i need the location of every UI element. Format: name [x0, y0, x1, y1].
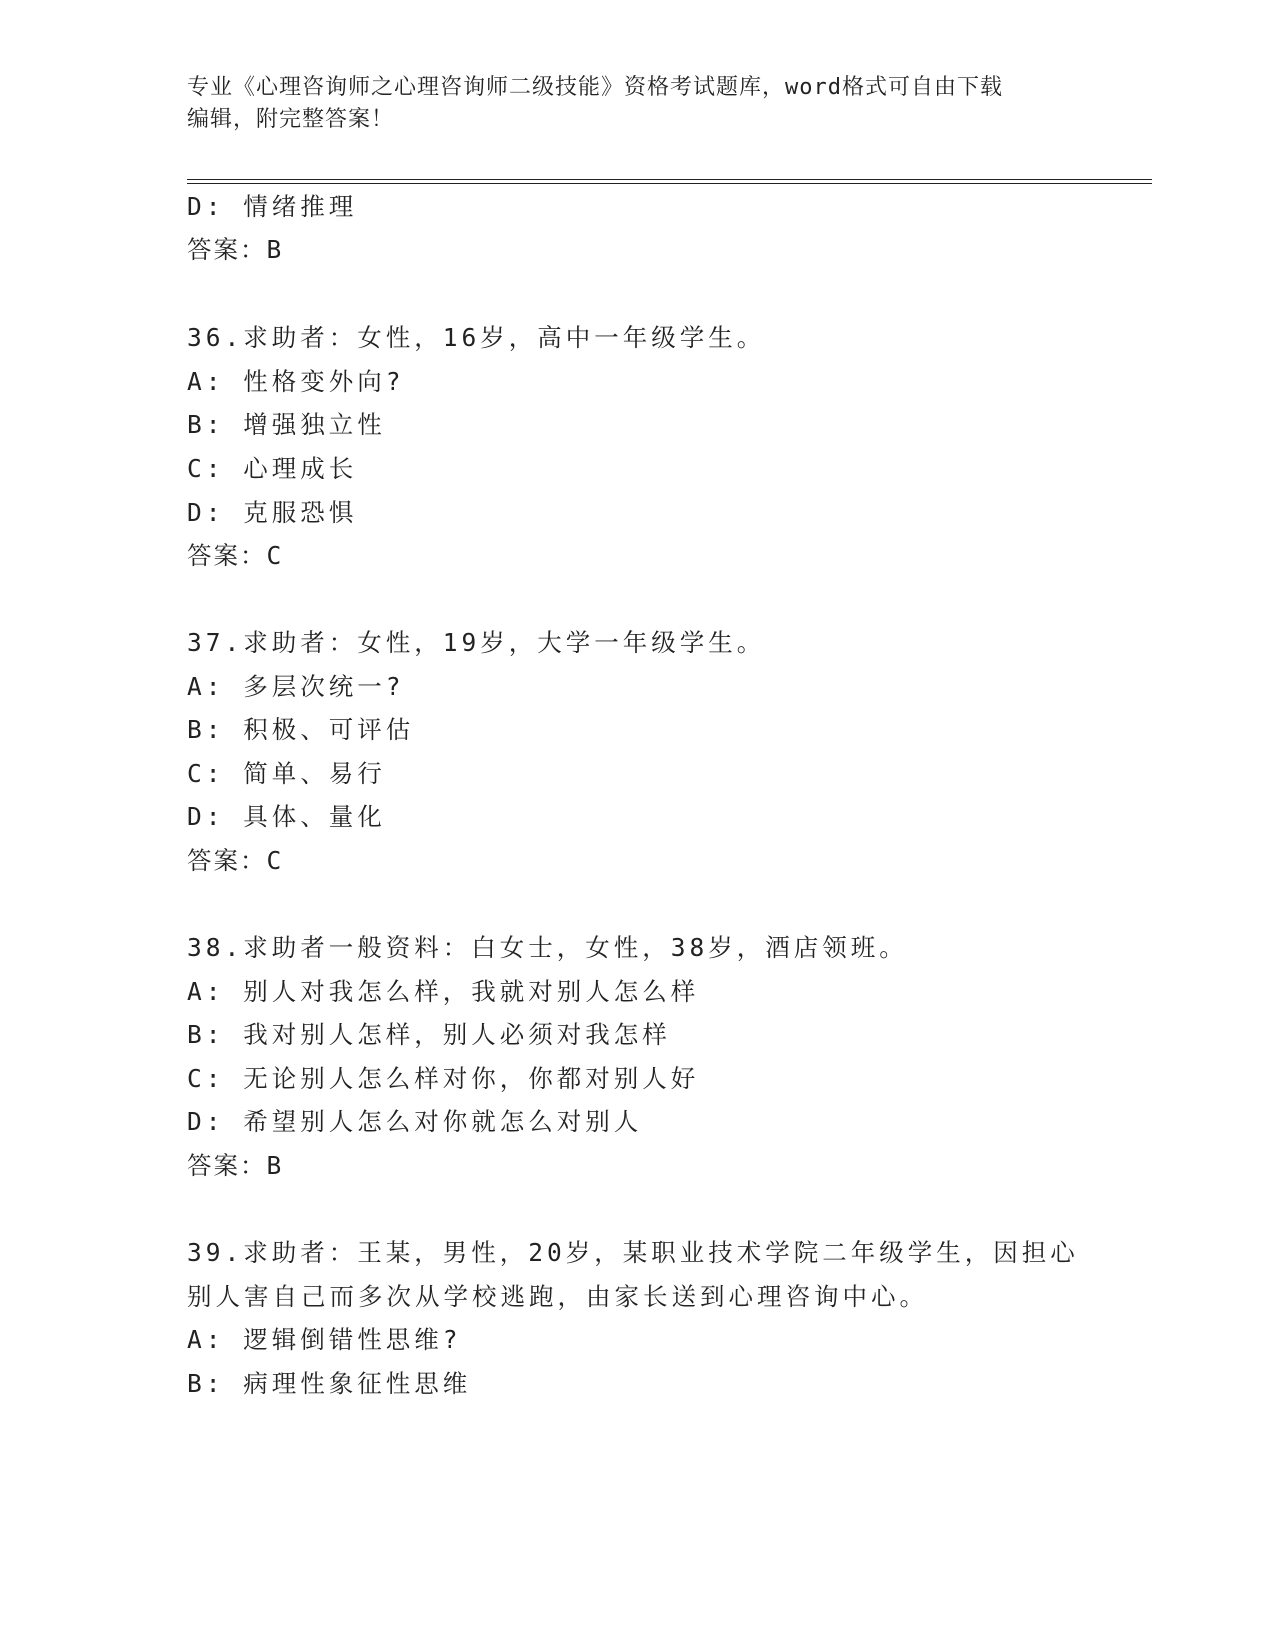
- question-36-option-b: B: 增强独立性: [187, 410, 386, 439]
- question-37-option-d: D: 具体、量化: [187, 802, 386, 831]
- question-38-stem: 38.求助者一般资料：白女士，女性，38岁，酒店领班。: [187, 933, 908, 962]
- header-line-1: 专业《心理咨询师之心理咨询师二级技能》资格考试题库，word格式可自由下载: [187, 75, 1003, 100]
- question-38-option-a: A: 别人对我怎么样，我就对别人怎么样: [187, 977, 700, 1006]
- question-36-option-a: A: 性格变外向?: [187, 367, 405, 396]
- question-39-option-a: A: 逻辑倒错性思维?: [187, 1325, 462, 1354]
- question-37-option-b: B: 积极、可评估: [187, 715, 415, 744]
- question-38-option-c: C: 无论别人怎么样对你，你都对别人好: [187, 1064, 700, 1093]
- prev-answer: 答案：B: [187, 235, 284, 264]
- question-37-option-a: A: 多层次统一?: [187, 672, 405, 701]
- header-rule-top: [187, 179, 1152, 180]
- question-39-option-b: B: 病理性象征性思维: [187, 1369, 472, 1398]
- question-36-answer: 答案：C: [187, 541, 284, 570]
- question-39-stem-line-1: 39.求助者：王某，男性，20岁，某职业技术学院二年级学生，因担心: [187, 1238, 1079, 1267]
- question-36-option-c: C: 心理成长: [187, 454, 358, 483]
- question-37-option-c: C: 简单、易行: [187, 759, 386, 788]
- question-38-option-d: D: 希望别人怎么对你就怎么对别人: [187, 1107, 643, 1136]
- header-rule-bottom: [187, 183, 1152, 184]
- question-39-stem-line-2: 别人害自己而多次从学校逃跑，由家长送到心理咨询中心。: [187, 1282, 928, 1311]
- document-header: [187, 72, 1087, 136]
- prev-option-d: D: 情绪推理: [187, 192, 358, 221]
- header-line-2: 编辑，附完整答案！: [187, 107, 395, 132]
- question-37-answer: 答案：C: [187, 846, 284, 875]
- question-38-answer: 答案：B: [187, 1151, 284, 1180]
- question-36-stem: 36.求助者：女性，16岁，高中一年级学生。: [187, 323, 766, 352]
- question-38-option-b: B: 我对别人怎样，别人必须对我怎样: [187, 1020, 671, 1049]
- question-37-stem: 37.求助者：女性，19岁，大学一年级学生。: [187, 628, 766, 657]
- question-36-option-d: D: 克服恐惧: [187, 498, 358, 527]
